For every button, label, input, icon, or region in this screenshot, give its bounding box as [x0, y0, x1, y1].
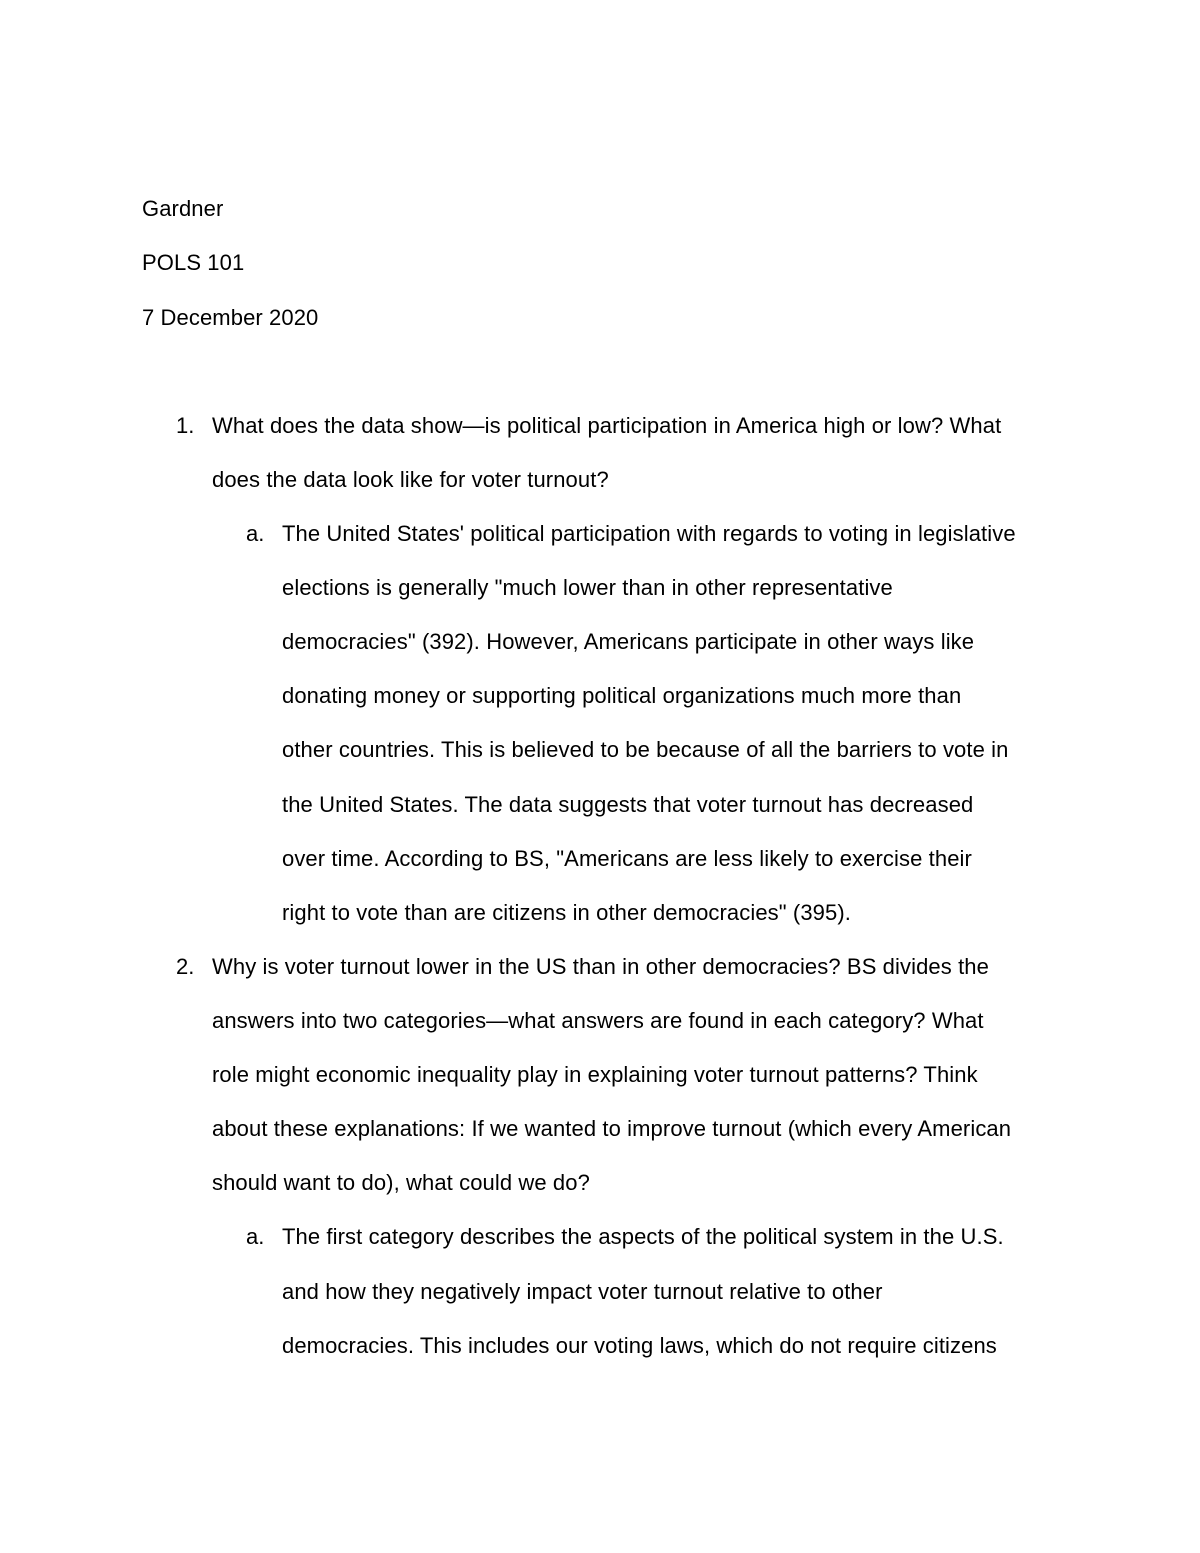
answer-line: democracies" (392). However, Americans participate in other ways like: [282, 629, 975, 654]
answer-line: the United States. The data suggests that voter turnout has decreased: [282, 792, 974, 817]
document-date: 7 December 2020: [142, 305, 319, 330]
answer-line: other countries. This is believed to be because of all the barriers to vote in: [282, 737, 1009, 762]
answer-line: over time. According to BS, "Americans are less likely to exercise their: [282, 846, 972, 871]
question-line: should want to do), what could we do?: [212, 1170, 590, 1195]
question-line: about these explanations: If we wanted to improve turnout (which every American: [212, 1116, 1012, 1141]
question-line: What does the data show—is political participation in America high or low? What: [212, 413, 1002, 438]
author-name: Gardner: [142, 196, 224, 221]
answer-line: The first category describes the aspects of the political system in the U.S.: [282, 1224, 1004, 1249]
answer-line: democracies. This includes our voting laws, which do not require citizens: [282, 1333, 997, 1358]
answer-line: The United States' political participation with regards to voting in legislative: [282, 521, 1016, 546]
course-name: POLS 101: [142, 250, 245, 275]
question-number: 1.: [176, 413, 195, 438]
answer-line: and how they negatively impact voter turnout relative to other: [282, 1279, 883, 1304]
answer-marker: a.: [246, 1224, 265, 1249]
answer-marker: a.: [246, 521, 265, 546]
answer-line: donating money or supporting political organizations much more than: [282, 683, 962, 708]
question-number: 2.: [176, 954, 195, 979]
answer-line: right to vote than are citizens in other democracies" (395).: [282, 900, 851, 925]
answer-line: elections is generally "much lower than in other representative: [282, 575, 893, 600]
question-line: Why is voter turnout lower in the US than in other democracies? BS divides the: [212, 954, 989, 979]
question-line: does the data look like for voter turnout?: [212, 467, 609, 492]
question-line: answers into two categories—what answers are found in each category? What: [212, 1008, 984, 1033]
question-line: role might economic inequality play in explaining voter turnout patterns? Think: [212, 1062, 978, 1087]
